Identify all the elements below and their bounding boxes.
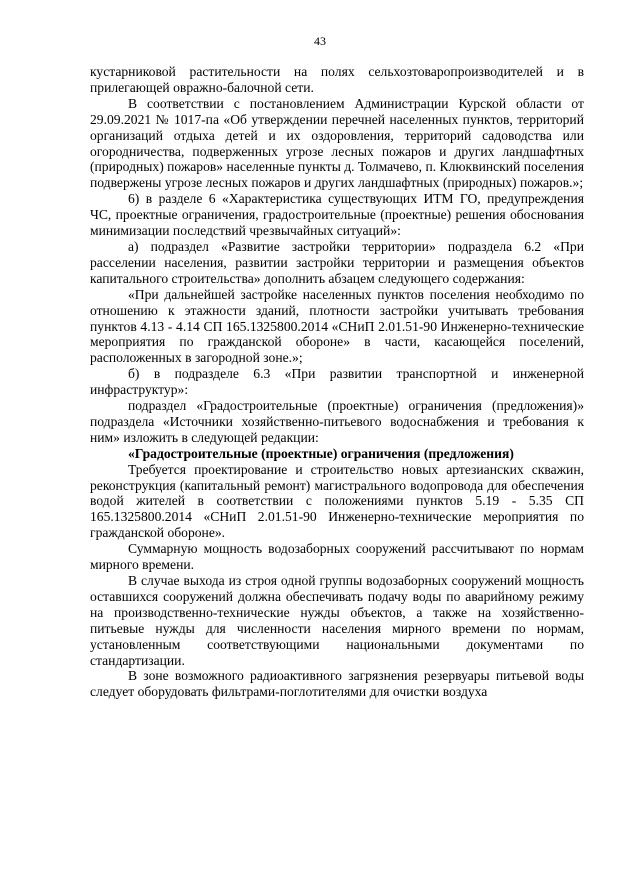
paragraph-capacity: Суммарную мощность водозаборных сооружений рассчитывают по нормам мирного времени. [90,541,584,573]
paragraph-resolution: В соответствии с постановлением Администрации Курской области от 29.09.2021 № 1017-па «Об утверждении перечней населенных пунктов, территорий организаций отдыха детей и их оздоровления, территорий садоводства или огородничества, подверженных угрозе лесных пожаров и других ландшафтных (природных) пожаров» населенные пункты д. Толмачево, п. Клюквинский поселения подвержены угрозе лесных пожаров и других ландшафтных (природных) пожаров.»; [90,95,584,191]
paragraph-section-6: 6) в разделе 6 «Характеристика существующих ИТМ ГО, предупреждения ЧС, проектные ограничения, градостроительные (проектные) решения обоснования минимизации последствий чрезвычайных ситуаций»: [90,191,584,239]
paragraph-continuation: кустарниковой растительности на полях сельхозтоваропроизводителей и в прилегающей овражно-балочной сети. [90,64,584,95]
paragraph-wells: Требуется проектирование и строительство новых артезианских скважин, реконструкция (капитальный ремонт) магистрального водопровода для обеспечения водой жителей в соответствии с положениями пунктов 5.19 - 5.35 СП 165.1325800.2014 «СНиП 2.01.51-90 Инженерно-технические мероприятия по гражданской обороне». [90,461,584,541]
paragraph-subsection-a: а) подраздел «Развитие застройки территории» подраздела 6.2 «При расселении населения, развитии застройки территории и размещения объектов капитального строительства» дополнить абзацем следующего содержания: [90,238,584,286]
paragraph-subsection-b: б) в подразделе 6.3 «При развитии транспортной и инженерной инфраструктур»: [90,366,584,398]
paragraph-failure: В случае выхода из строя одной группы водозаборных сооружений мощность оставшихся сооружений должна обеспечивать подачу воды по аварийному режиму на производственно-технические нужды объектов, а также на хозяйственно-питьевые нужды для численности населения мирного времени по нормам, установленным соответствующими национальными документами по стандартизации. [90,573,584,668]
paragraph-subsection-replace: подраздел «Градостроительные (проектные) ограничения (предложения)» подраздела «Источники хозяйственно-питьевого водоснабжения и требования к ним» изложить в следующей редакции: [90,398,584,445]
document-body [90,64,584,700]
paragraph-radiation: В зоне возможного радиоактивного загрязнения резервуары питьевой воды следует оборудовать фильтрами-поглотителями для очистки воздуха [90,668,584,700]
paragraph-quote-development: «При дальнейшей застройке населенных пунктов поселения необходимо по отношению к этажности зданий, плотности застройки учитывать требования пунктов 4.13 - 4.14 СП 165.1325800.2014 «СНиП 2.01.51-90 Инженерно-технические мероприятия по гражданской обороне» в части, касающейся поселений, расположенных в загородной зоне.»; [90,286,584,366]
page-number: 43 [314,34,326,48]
section-heading: «Градостроительные (проектные) ограничения (предложения) [128,445,514,461]
